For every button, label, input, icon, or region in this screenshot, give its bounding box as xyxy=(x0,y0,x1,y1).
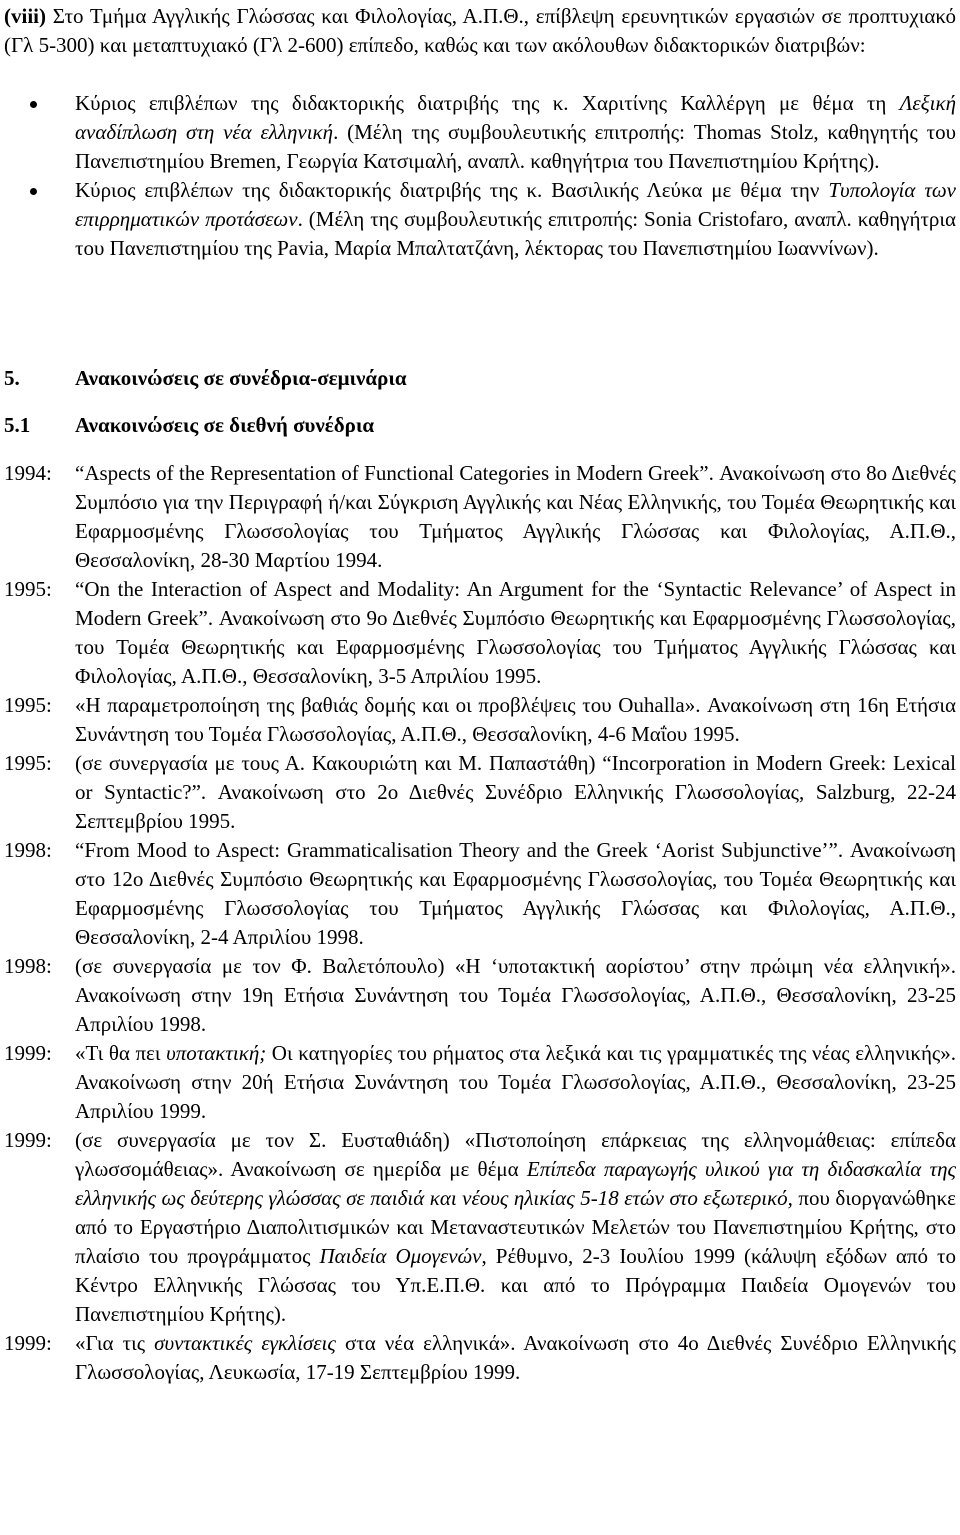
conference-entry xyxy=(4,952,956,1039)
conference-entry xyxy=(4,459,956,575)
conference-entry xyxy=(4,1039,956,1126)
conference-entry xyxy=(4,691,956,749)
conference-entries xyxy=(4,459,956,1387)
entry-year: 1998: xyxy=(4,838,52,862)
entry-year: 1995: xyxy=(4,577,52,601)
entry-text: «Για τις συντακτικές εγκλίσεις στα νέα ελληνικά». Ανακοίνωση στο 4ο Διεθνές Συνέδριο Ελληνικής Γλωσσολογίας, Λευκωσία, 17-19 Σεπτεμβρίου 1999. xyxy=(75,1331,956,1384)
conference-entry xyxy=(4,575,956,691)
entry-text: (σε συνεργασία με τον Σ. Ευσταθιάδη) «Πιστοποίηση επάρκειας της ελληνομάθειας: επίπεδα γλωσσομάθειας». Ανακοίνωση σε ημερίδα με θέμα Επίπεδα παραγωγής υλικού για τη διδασκαλία της ελληνικής ως δεύτερης γλώσσας σε παιδιά και νέους ηλικίας 5-18 ετών στο εξωτερικό, που διοργανώθηκε από το Εργαστήριο Διαπολιτισμικών και Μεταναστευτικών Μελετών του Πανεπιστημίου Κρήτης, στο πλαίσιο του προγράμματος Παιδεία Ομογενών, Ρέθυμνο, 2-3 Ιουλίου 1999 (κάλυψη εξόδων από το Κέντρο Ελληνικής Γλώσσας του Υπ.Ε.Π.Θ. και από το Πρόγραμμα Παιδεία Ομογενών του Πανεπιστημίου Κρήτης). xyxy=(75,1128,957,1326)
section-heading-5: 5. Ανακοινώσεις σε συνέδρια-σεμινάρια xyxy=(4,366,407,390)
entry-text: (σε συνεργασία με τον Φ. Βαλετόπουλο) «Η ‘υποτακτική αορίστου’ στην πρώιμη νέα ελληνική». Ανακοίνωση στην 19η Ετήσια Συνάντηση του Τομέα Γλωσσολογίας, Α.Π.Θ., Θεσσαλονίκη, 23-25 Απριλίου 1998. xyxy=(75,954,956,1036)
section-heading-5-1: 5.1 Ανακοινώσεις σε διεθνή συνέδρια xyxy=(4,413,375,437)
bullet-icon xyxy=(30,188,37,195)
thesis-title: Τυπολογία των επιρρηματικών προτάσεων xyxy=(75,178,957,231)
intro-text: Στο Τμήμα Αγγλικής Γλώσσας και Φιλολογίας, Α.Π.Θ., επίβλεψη ερευνητικών εργασιών σε προπτυχιακό (Γλ 5-300) και μεταπτυχιακό (Γλ 2-600) επίπεδο, καθώς και των ακόλουθων διδακτορικών διατριβών: xyxy=(4,4,956,57)
intro-label: (viii) xyxy=(4,4,46,28)
entry-year: 1999: xyxy=(4,1331,52,1355)
intro-paragraph xyxy=(4,2,956,60)
list-item: Κύριος επιβλέπων της διδακτορικής διατριβής της κ. Βασιλικής Λεύκα με θέμα την Τυπολογία των επιρρηματικών προτάσεων. (Μέλη της συμβουλευτικής επιτροπής: Sonia Cristofaro, αναπλ. καθηγήτρια του Πανεπιστημίου της Pavia, Μαρία Μπαλτατζάνη, λέκτορας του Πανεπιστημίου Ιωαννίνων). xyxy=(4,176,956,263)
entry-text: «Τι θα πει υποτακτική; Οι κατηγορίες του ρήματος στα λεξικά και τις γραμματικές της νέας ελληνικής». Ανακοίνωση στην 20ή Ετήσια Συνάντηση του Τομέα Γλωσσολογίας, Α.Π.Θ., Θεσσαλονίκη, 23-25 Απριλίου 1999. xyxy=(75,1041,956,1123)
conference-entry xyxy=(4,1126,956,1329)
entry-year: 1999: xyxy=(4,1128,52,1152)
entry-year: 1994: xyxy=(4,461,52,485)
entry-text: (σε συνεργασία με τους Α. Κακουριώτη και Μ. Παπαστάθη) “Incorporation in Modern Greek: Lexical or Syntactic?”. Ανακοίνωση στο 2ο Διεθνές Συνέδριο Ελληνικής Γλωσσολογίας, Salzburg, 22-24 Σεπτεμβρίου 1995. xyxy=(75,751,956,833)
entry-text: “From Mood to Aspect: Grammaticalisation Theory and the Greek ‘Aorist Subjunctive’”. Ανακοίνωση στο 12ο Διεθνές Συμπόσιο Θεωρητικής και Εφαρμοσμένης Γλωσσολογίας, του Τομέα Θεωρητικής και Εφαρμοσμένης Γλωσσολογίας του Τμήματος Αγγλικής Γλώσσας και Φιλολογίας, Α.Π.Θ., Θεσσαλονίκη, 2-4 Απριλίου 1998. xyxy=(75,838,956,949)
conference-entry xyxy=(4,749,956,836)
thesis-title: Λεξική αναδίπλωση στη νέα ελληνική xyxy=(75,91,956,144)
entry-text: «Η παραμετροποίηση της βαθιάς δομής και οι προβλέψεις του Ouhalla». Ανακοίνωση στη 16η Ετήσια Συνάντηση του Τομέα Γλωσσολογίας, Α.Π.Θ., Θεσσαλονίκη, 4-6 Μαΐου 1995. xyxy=(75,693,956,746)
conference-entry xyxy=(4,836,956,952)
entry-year: 1995: xyxy=(4,751,52,775)
supervision-list xyxy=(4,89,956,263)
entry-year: 1999: xyxy=(4,1041,52,1065)
entry-year: 1995: xyxy=(4,693,52,717)
conference-entry xyxy=(4,1329,956,1387)
bullet-icon xyxy=(30,101,37,108)
entry-year: 1998: xyxy=(4,954,52,978)
entry-text: “On the Interaction of Aspect and Modality: An Argument for the ‘Syntactic Relevance’ of Aspect in Modern Greek”. Ανακοίνωση στο 9ο Διεθνές Συμπόσιο Θεωρητικής και Εφαρμοσμένης Γλωσσολογίας, του Τομέα Θεωρητικής και Εφαρμοσμένης Γλωσσολογίας του Τμήματος Αγγλικής Γλώσσας και Φιλολογίας, Α.Π.Θ., Θεσσαλονίκη, 3-5 Απριλίου 1995. xyxy=(75,577,956,688)
entry-text: “Aspects of the Representation of Functional Categories in Modern Greek”. Ανακοίνωση στο 8ο Διεθνές Συμπόσιο για την Περιγραφή ή/και Σύγκριση Αγγλικής και Νέας Ελληνικής, του Τομέα Θεωρητικής και Εφαρμοσμένης Γλωσσολογίας του Τμήματος Αγγλικής Γλώσσας και Φιλολογίας, Α.Π.Θ., Θεσσαλονίκη, 28-30 Μαρτίου 1994. xyxy=(75,461,956,572)
list-item: Κύριος επιβλέπων της διδακτορικής διατριβής της κ. Χαριτίνης Καλλέργη με θέμα τη Λεξική αναδίπλωση στη νέα ελληνική. (Μέλη της συμβουλευτικής επιτροπής: Thomas Stolz, καθηγητής του Πανεπιστημίου Bremen, Γεωργία Κατσιμαλή, αναπλ. καθηγήτρια του Πανεπιστημίου Κρήτης). xyxy=(4,89,956,176)
